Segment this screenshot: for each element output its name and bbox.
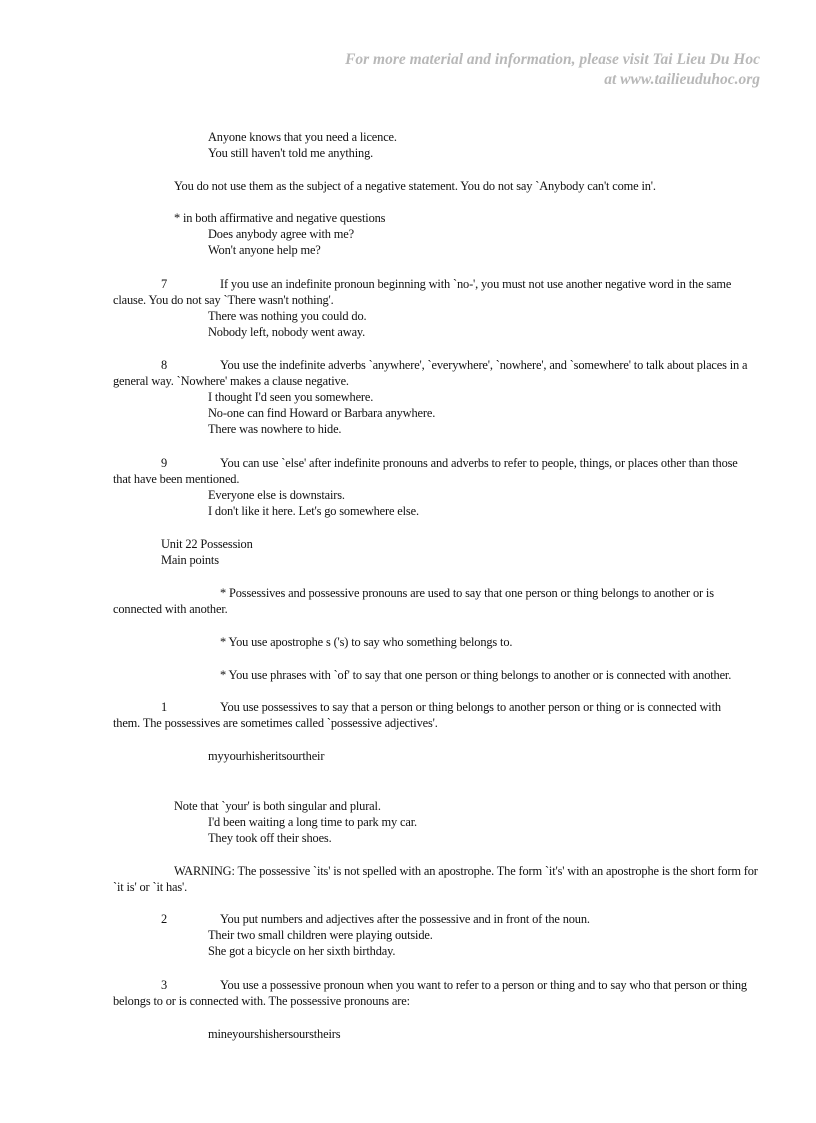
body-text: If you use an indefinite pronoun beginning with `no-', you must not use another negative word in the same: [220, 277, 732, 291]
example-sentence: Everyone else is downstairs.: [208, 488, 345, 502]
body-text: You use the indefinite adverbs `anywhere', `everywhere', `nowhere', and `somewhere' to talk about places in a: [220, 358, 748, 372]
section-number: 1: [161, 700, 168, 714]
warning-text: WARNING: The possessive `its' is not spelled with an apostrophe. The form `it's' with an apostrophe is the short form for: [174, 864, 758, 878]
example-sentence: Nobody left, nobody went away.: [208, 325, 366, 339]
section-number: 3: [161, 978, 168, 992]
header-line-1: For more material and information, please visit Tai Lieu Du Hoc: [345, 51, 760, 68]
bullet-point: * You use apostrophe s ('s) to say who something belongs to.: [220, 635, 513, 649]
header-line-2: at www.tailieuduhoc.org: [604, 71, 760, 88]
bullet-point: * in both affirmative and negative questions: [174, 211, 386, 225]
example-sentence: There was nothing you could do.: [208, 309, 367, 323]
section-number: 8: [161, 358, 168, 372]
example-sentence: Won't anyone help me?: [208, 243, 321, 257]
body-text: general way. `Nowhere' makes a clause negative.: [113, 374, 349, 388]
bullet-point: * You use phrases with `of' to say that one person or thing belongs to another or is connected with another.: [220, 668, 732, 682]
example-sentence: Does anybody agree with me?: [208, 227, 354, 241]
body-text: belongs to or is connected with. The possessive pronouns are:: [113, 994, 410, 1008]
unit-title: Unit 22 Possession: [161, 537, 253, 551]
example-sentence: I thought I'd seen you somewhere.: [208, 390, 374, 404]
example-sentence: Their two small children were playing outside.: [208, 928, 433, 942]
example-sentence: You still haven't told me anything.: [208, 146, 374, 160]
warning-text: `it is' or `it has'.: [113, 880, 188, 894]
page-header-watermark: [345, 50, 760, 90]
bullet-point: * Possessives and possessive pronouns are used to say that one person or thing belongs to another or is: [220, 586, 714, 600]
section-number: 7: [161, 277, 168, 291]
body-text: You do not use them as the subject of a negative statement. You do not say `Anybody can't come in'.: [174, 179, 656, 193]
body-text: You can use `else' after indefinite pronouns and adverbs to refer to people, things, or places other than those: [220, 456, 738, 470]
body-text: You use possessives to say that a person or thing belongs to another person or thing or is connected with: [220, 700, 721, 714]
example-sentence: There was nowhere to hide.: [208, 422, 342, 436]
body-text: connected with another.: [113, 602, 228, 616]
example-sentence: She got a bicycle on her sixth birthday.: [208, 944, 396, 958]
body-text: that have been mentioned.: [113, 472, 240, 486]
example-sentence: They took off their shoes.: [208, 831, 332, 845]
body-text: them. The possessives are sometimes called `possessive adjectives'.: [113, 716, 438, 730]
example-sentence: No-one can find Howard or Barbara anywhere.: [208, 406, 436, 420]
section-number: 2: [161, 912, 168, 926]
body-text: Note that `your' is both singular and plural.: [174, 799, 381, 813]
body-text: You put numbers and adjectives after the possessive and in front of the noun.: [220, 912, 590, 926]
possessive-list: myyourhisheritsourtheir: [208, 749, 325, 763]
main-points-heading: Main points: [161, 553, 219, 567]
example-sentence: I'd been waiting a long time to park my car.: [208, 815, 417, 829]
body-text: You use a possessive pronoun when you want to refer to a person or thing and to say who that person or thing: [220, 978, 747, 992]
example-sentence: I don't like it here. Let's go somewhere else.: [208, 504, 419, 518]
body-text: clause. You do not say `There wasn't nothing'.: [113, 293, 334, 307]
section-number: 9: [161, 456, 168, 470]
example-sentence: Anyone knows that you need a licence.: [208, 130, 397, 144]
possessive-pronoun-list: mineyourshishersourstheirs: [208, 1027, 341, 1041]
